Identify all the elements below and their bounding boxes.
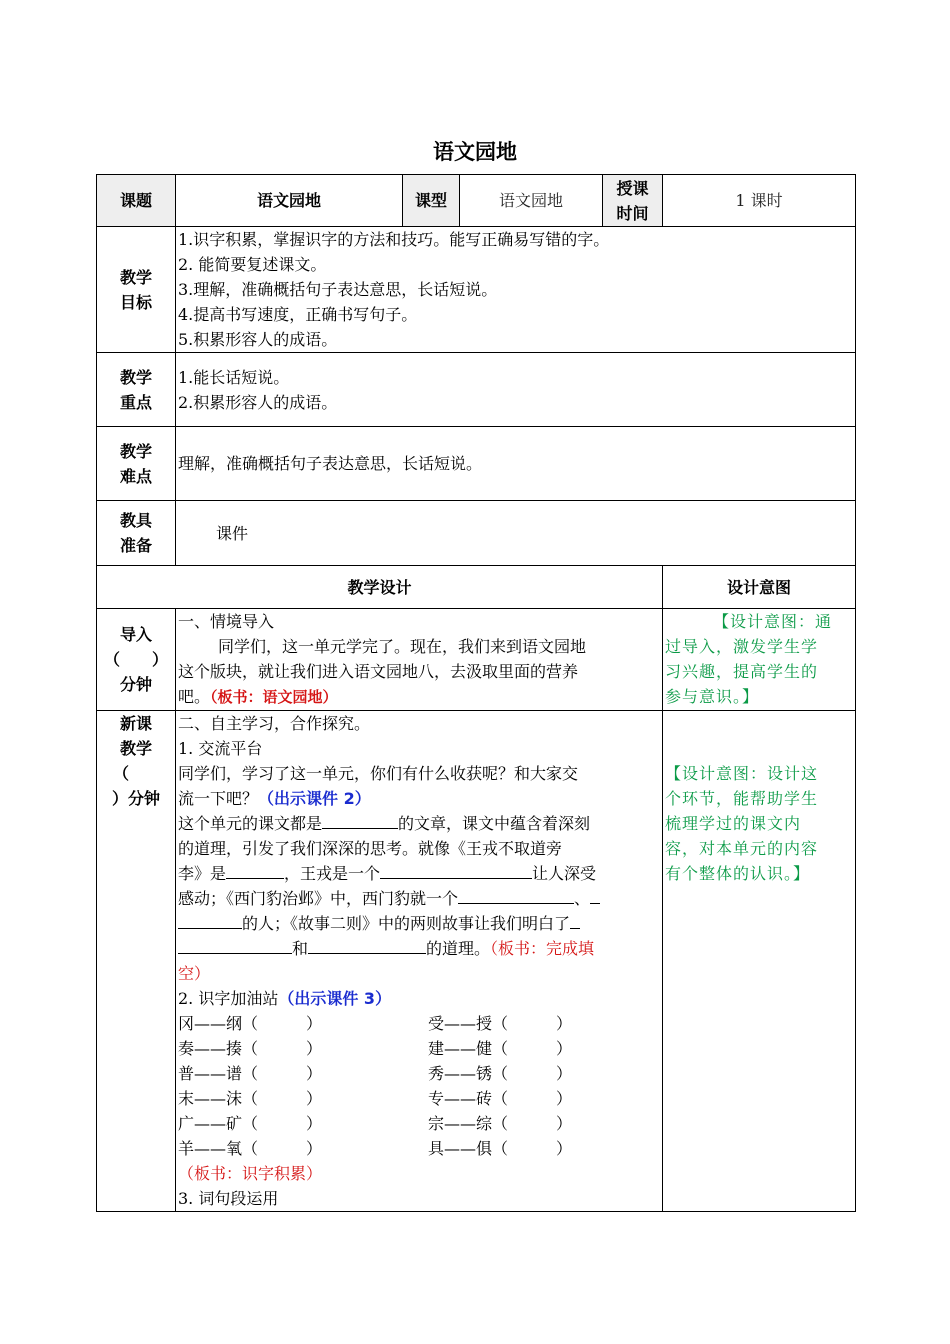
char-pair: 建——健（ ） <box>428 1039 573 1058</box>
type-label: 课型 <box>403 175 460 227</box>
char-pair: 专——砖（ ） <box>428 1089 573 1108</box>
intro-intent-line: 【设计意图：通 <box>713 612 833 631</box>
newlesson-text: 这个单元的课文都是 <box>178 814 323 833</box>
newlesson-intent-line: 【设计意图：设计这 <box>665 764 819 783</box>
subject-value: 语文园地 <box>176 175 403 227</box>
fill-blank <box>590 887 600 904</box>
newlesson-text: ，王戎是一个 <box>284 864 381 883</box>
char-pair: 羊——氧（ ） <box>178 1139 323 1158</box>
char-pair: 秀——锈（ ） <box>428 1064 573 1083</box>
intro-intent-line: 习兴趣，提高学生的 <box>665 662 819 681</box>
newlesson-text: 、 <box>574 889 591 908</box>
char-pair-row <box>178 1136 660 1161</box>
goal-item: 5.积累形容人的成语。 <box>178 330 338 349</box>
newlesson-intent-line: 梳理学过的课文内 <box>665 814 802 833</box>
fill-blank-line <box>178 936 660 961</box>
fill-blank <box>570 912 580 929</box>
char-pair-row <box>178 1036 660 1061</box>
fill-blank <box>178 937 292 954</box>
intro-intent-line: 参与意识。】 <box>665 687 760 706</box>
tools-content <box>176 501 856 566</box>
newlesson-text: 让人深受 <box>532 864 597 883</box>
newlesson-label-line-1: 新课 <box>119 714 152 733</box>
newlesson-label <box>97 711 176 1212</box>
newlesson-intent-line: 有个整体的认识。】 <box>665 864 811 883</box>
newlesson-content <box>176 711 663 1212</box>
newlesson-paragraph-line: 同学们，学习了这一单元，你们有什么收获呢？和大家交 <box>178 764 579 783</box>
fill-blank <box>380 862 532 879</box>
focus-row <box>97 353 856 427</box>
intro-row <box>97 609 856 711</box>
goals-label-line-1: 教学 <box>119 267 152 287</box>
difficulty-row <box>97 427 856 501</box>
newlesson-text: 的人；《故事二则》中的两则故事让我们明白了 <box>242 914 571 933</box>
char-pair-row <box>178 1061 660 1086</box>
difficulty-content <box>176 427 856 501</box>
courseware-note: （出示课件 2） <box>258 789 371 808</box>
goals-label <box>97 227 176 353</box>
goal-item: 4.提高书写速度，正确书写句子。 <box>178 305 418 324</box>
fill-blank <box>308 937 426 954</box>
goal-item: 1.识字积累，掌握识字的方法和技巧。能写正确易写错的字。 <box>178 230 610 249</box>
newlesson-intent <box>663 711 856 1212</box>
intro-board-note: （板书：语文园地） <box>210 688 338 706</box>
tools-label-line-2: 准备 <box>119 536 152 555</box>
tools-text: 课件 <box>216 523 249 543</box>
type-value: 语文园地 <box>460 175 603 227</box>
fill-blank <box>226 862 284 879</box>
newlesson-intent-line: 容，对本单元的内容 <box>665 839 819 858</box>
newlesson-text: 和 <box>292 939 309 958</box>
fill-blank <box>178 912 242 929</box>
fill-blank-line <box>178 886 660 911</box>
goals-label-line-2: 目标 <box>119 292 152 312</box>
goal-item: 2. 能简要复述课文。 <box>178 255 327 274</box>
time-label-line-1: 授课 <box>616 178 649 198</box>
intent-header: 设计意图 <box>663 566 856 609</box>
goal-item: 3.理解，准确概括句子表达意思，长话短说。 <box>178 280 498 299</box>
fill-blank <box>458 887 574 904</box>
newlesson-text: 李》是 <box>178 864 227 883</box>
intro-line: 这个版块，就让我们进入语文园地八，去汲取里面的营养 <box>178 662 579 681</box>
char-pair: 具——俱（ ） <box>428 1139 573 1158</box>
intro-line <box>178 684 660 710</box>
intro-content <box>176 609 663 711</box>
newlesson-label-line-2: 教学 <box>119 739 152 758</box>
fill-blank-line <box>178 911 660 936</box>
focus-label-line-2: 重点 <box>119 392 152 412</box>
document-title: 语文园地 <box>433 140 517 164</box>
newlesson-label-line-4: ）分钟 <box>111 789 160 808</box>
char-pair-row <box>178 1011 660 1036</box>
courseware-note: （出示课件 3） <box>278 989 392 1008</box>
tools-label <box>97 501 176 566</box>
char-pair: 受——授（ ） <box>428 1014 573 1033</box>
section-header-row <box>97 566 856 609</box>
fill-blank <box>322 812 398 829</box>
fill-blank-line <box>178 861 660 886</box>
subject-label: 课题 <box>97 175 176 227</box>
newlesson-row <box>97 711 856 1212</box>
newlesson-text: 2. 识字加油站 <box>178 989 279 1008</box>
newlesson-heading: 二、自主学习，合作探究。 <box>178 714 371 733</box>
newlesson-paragraph-line: 的道理，引发了我们深深的思考。就像《王戎不取道旁 <box>178 839 563 858</box>
tools-row <box>97 501 856 566</box>
board-note: （板书：识字积累） <box>178 1164 323 1183</box>
lesson-plan-table <box>96 174 856 1212</box>
newlesson-intent-line: 个环节，能帮助学生 <box>665 789 819 808</box>
char-pair: 冈——纲（ ） <box>178 1014 323 1033</box>
board-note: 空） <box>178 964 211 983</box>
newlesson-paragraph-line <box>178 786 660 811</box>
fill-blank-line <box>178 811 660 836</box>
focus-label <box>97 353 176 427</box>
intro-heading: 一、情境导入 <box>178 612 275 631</box>
char-pair: 广——矿（ ） <box>178 1114 323 1133</box>
char-pair: 奏——揍（ ） <box>178 1039 323 1058</box>
tools-label-line-1: 教具 <box>119 511 152 530</box>
goals-row <box>97 227 856 353</box>
difficulty-label-line-2: 难点 <box>119 466 152 486</box>
board-note: （板书：完成填 <box>490 939 595 958</box>
focus-item: 1.能长话短说。 <box>178 367 290 387</box>
difficulty-label-line-1: 教学 <box>119 441 152 461</box>
newlesson-text: 的文章，课文中蕴含着深刻 <box>398 814 591 833</box>
newlesson-subheading: 3. 词句段运用 <box>178 1189 279 1208</box>
newlesson-subheading <box>178 986 660 1011</box>
difficulty-text: 理解，准确概括句子表达意思，长话短说。 <box>178 454 483 473</box>
char-pair-row <box>178 1086 660 1111</box>
intro-intent-line: 过导入，激发学生学 <box>665 637 819 656</box>
intro-label-line-3: 分钟 <box>119 675 152 694</box>
char-pair-row <box>178 1111 660 1136</box>
char-pair: 普——谱（ ） <box>178 1064 323 1083</box>
char-pair: 宗——综（ ） <box>428 1114 573 1133</box>
time-label-line-2: 时间 <box>616 203 649 223</box>
newlesson-label-line-3: （ <box>113 764 130 783</box>
intro-label <box>97 609 176 711</box>
intro-label-line-1: 导入 <box>119 625 152 644</box>
design-header: 教学设计 <box>97 566 663 609</box>
focus-content <box>176 353 856 427</box>
intro-line-text: 吧。 <box>178 687 211 706</box>
intro-intent <box>663 609 856 711</box>
time-value: 1 课时 <box>663 175 856 227</box>
goals-content <box>176 227 856 353</box>
header-row <box>97 175 856 227</box>
difficulty-label <box>97 427 176 501</box>
focus-label-line-1: 教学 <box>119 367 152 387</box>
newlesson-text: 流一下吧？ <box>178 789 259 808</box>
focus-item: 2.积累形容人的成语。 <box>178 392 338 412</box>
char-pair: 末——沫（ ） <box>178 1089 323 1108</box>
newlesson-subheading: 1. 交流平台 <box>178 739 263 758</box>
intro-line: 同学们，这一单元学完了。现在，我们来到语文园地 <box>218 637 587 656</box>
intro-label-line-2: （ ） <box>103 650 168 669</box>
time-label <box>603 175 663 227</box>
newlesson-text: 感动；《西门豹治邺》中，西门豹就一个 <box>178 889 459 908</box>
newlesson-text: 的道理。 <box>426 939 491 958</box>
